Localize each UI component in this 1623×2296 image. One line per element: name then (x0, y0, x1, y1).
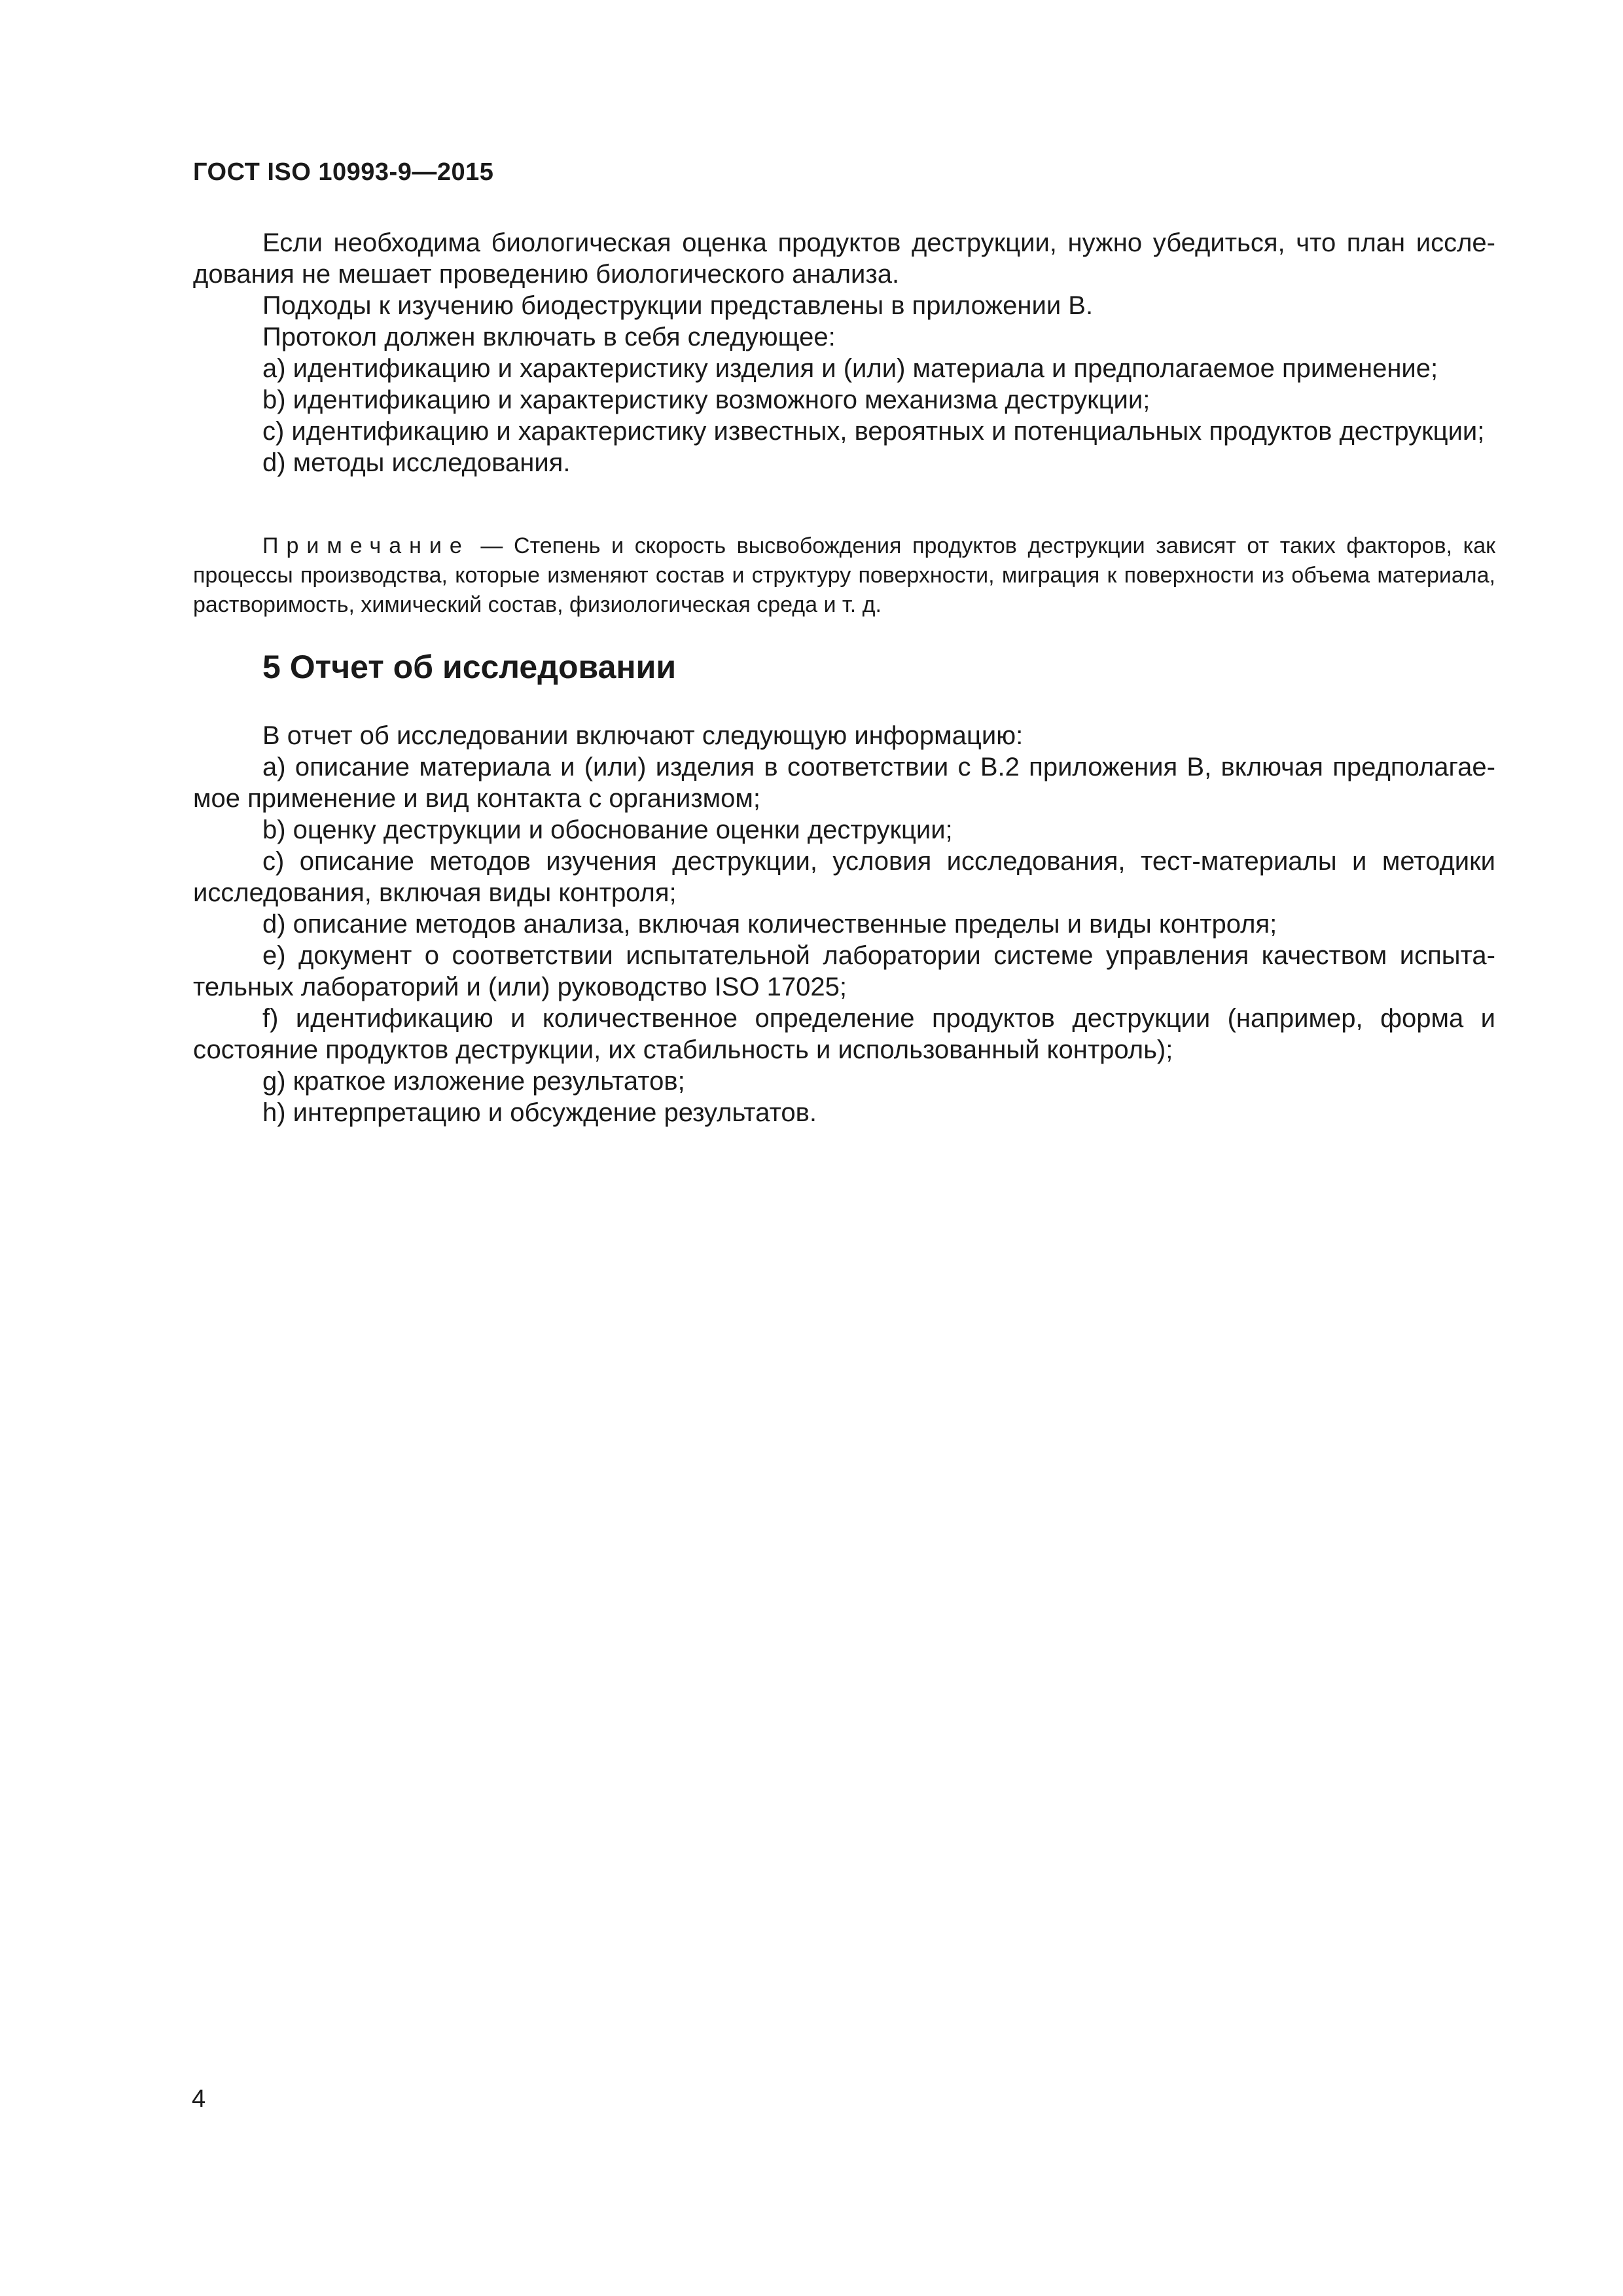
report-section (193, 720, 1495, 1128)
report-item-c: c) описание методов изучения деструкции, условия исследования, тест-материалы и методики исследования, включая виды контроля; (193, 847, 1495, 907)
protocol-item-c: c) идентификацию и характеристику известных, вероятных и потенциальных продуктов деструкции; (262, 417, 1485, 446)
report-item-e: e) документ о соответствии испытательной лаборатории системе управления качеством испыта-тельных лабораторий и (или) руководство ISO 17025; (193, 941, 1495, 1001)
note-text: — Степень и скорость высвобождения продуктов деструкции зависят от таких факторов, как процессы производства, которые изменяют состав и структуру поверхности, миграция к поверхности из объема материала, растворимость, химический состав, физиологическая среда и т. д. (193, 533, 1495, 617)
report-item-h: h) интерпретацию и обсуждение результатов. (262, 1098, 817, 1127)
page-number: 4 (192, 2085, 206, 2113)
intro-section (193, 227, 1495, 478)
report-item-d: d) описание методов анализа, включая количественные пределы и виды контроля; (262, 910, 1277, 939)
intro-paragraph: Подходы к изучению биодеструкции представлены в приложении В. (262, 291, 1094, 320)
section-heading: 5 Отчет об исследовании (262, 649, 677, 685)
report-item-g: g) краткое изложение результатов; (262, 1067, 685, 1096)
note-paragraph (193, 531, 1495, 620)
protocol-item-d: d) методы исследования. (262, 448, 571, 477)
protocol-item-b: b) идентификацию и характеристику возможного механизма деструкции; (262, 386, 1150, 414)
protocol-item-a: a) идентификацию и характеристику изделия и (или) материала и предполагаемое применение; (262, 354, 1438, 383)
document-header: ГОСТ ISO 10993-9—2015 (193, 158, 494, 186)
intro-paragraph: Если необходима биологическая оценка продуктов деструкции, нужно убедиться, что план иссле-дования не мешает проведению биологического анализа. (193, 228, 1495, 289)
intro-paragraph: Протокол должен включать в себя следующее: (262, 323, 836, 351)
report-item-f: f) идентификацию и количественное определение продуктов деструкции (например, форма и состояние продуктов деструкции, их стабильность и использованный контроль); (193, 1004, 1495, 1064)
note-block (193, 531, 1495, 620)
note-label: Примечание (262, 533, 470, 558)
report-item-b: b) оценку деструкции и обоснование оценки деструкции; (262, 816, 953, 844)
report-intro-paragraph: В отчет об исследовании включают следующую информацию: (262, 721, 1024, 750)
report-item-a: a) описание материала и (или) изделия в соответствии с В.2 приложения В, включая предполагае-мое применение и вид контакта с организмом; (193, 753, 1495, 813)
